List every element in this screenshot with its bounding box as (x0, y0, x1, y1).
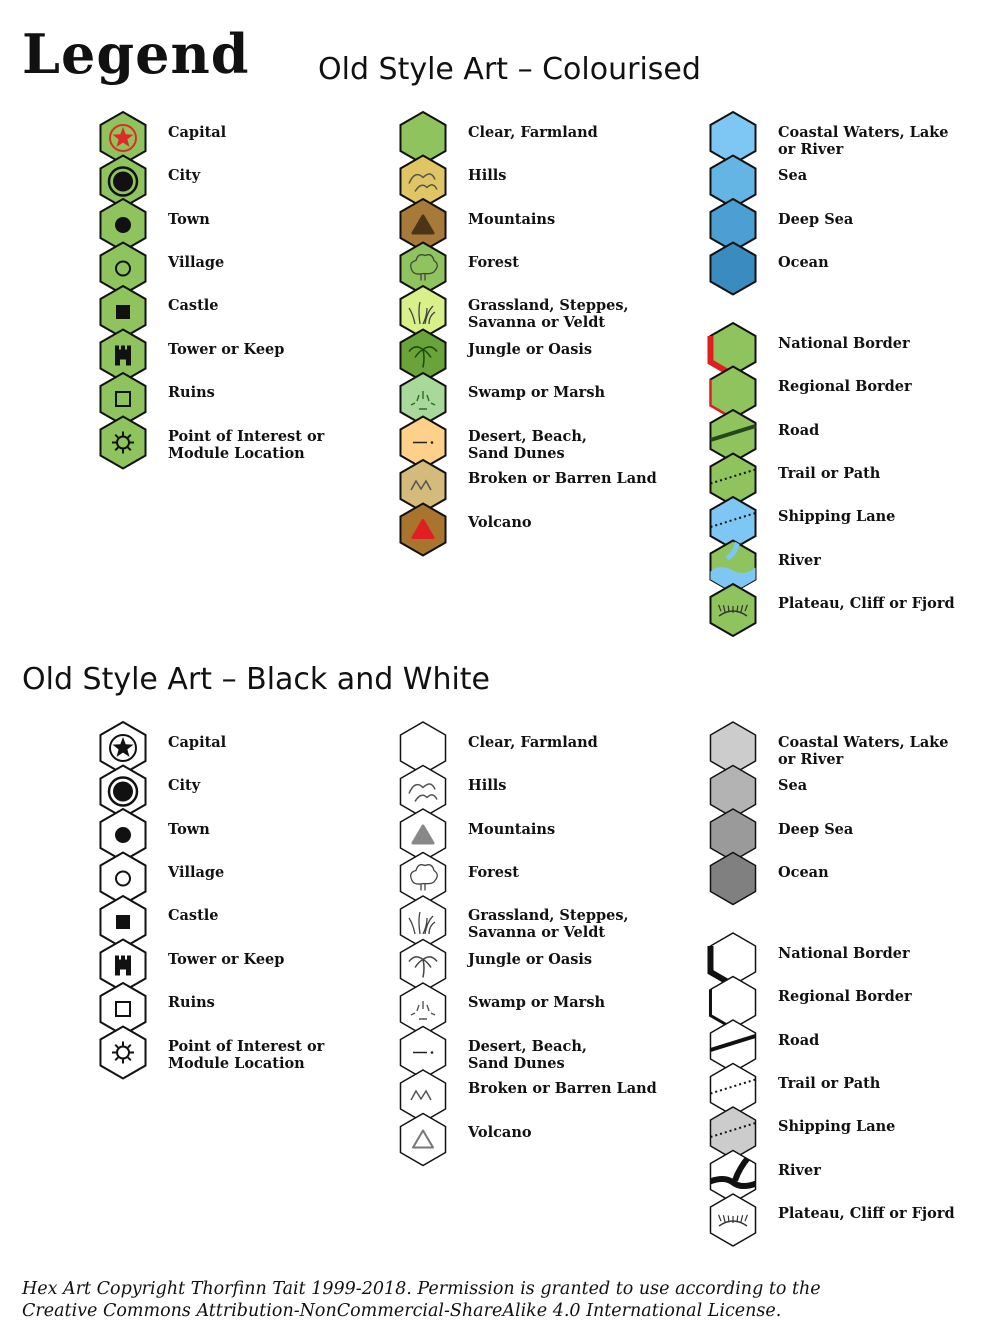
label-desert: Desert, Beach, Sand Dunes (468, 428, 587, 462)
bw-label-river: River (778, 1162, 821, 1179)
bw-label-volcano: Volcano (468, 1124, 532, 1141)
label-national-border: National Border (778, 335, 910, 352)
label-capital: Capital (168, 124, 227, 141)
bw-label-plateau: Plateau, Cliff or Fjord (778, 1205, 955, 1222)
bw-hex-water-3 (710, 853, 755, 905)
bw-label-sea: Sea (778, 777, 808, 794)
hex-poi (100, 417, 145, 469)
label-jungle: Jungle or Oasis (468, 341, 593, 358)
bw-label-desert: Desert, Beach, Sand Dunes (468, 1038, 587, 1072)
bw-label-deep-sea: Deep Sea (778, 821, 854, 838)
bw-label-village: Village (168, 864, 225, 881)
label-regional-border: Regional Border (778, 378, 912, 395)
bw-label-grassland: Grassland, Steppes, Savanna or Veldt (468, 907, 629, 941)
label-castle: Castle (168, 297, 219, 314)
footer-line-1: Hex Art Copyright Thorfinn Tait 1999-2018. Permission is granted to use according to the (22, 1279, 821, 1299)
label-swamp: Swamp or Marsh (468, 384, 606, 401)
label-coastal: Coastal Waters, Lake or River (778, 124, 949, 158)
bw-label-road: Road (778, 1032, 820, 1049)
bw-label-castle: Castle (168, 907, 219, 924)
label-volcano: Volcano (468, 514, 532, 531)
bw-label-hills: Hills (468, 777, 507, 794)
label-village: Village (168, 254, 225, 271)
bw-label-ruins: Ruins (168, 994, 215, 1011)
bw-label-town: Town (168, 821, 210, 838)
bw-label-regional-border: Regional Border (778, 988, 912, 1005)
hex-volcano (400, 504, 445, 556)
bw-hex-poi (100, 1027, 145, 1079)
label-sea: Sea (778, 167, 808, 184)
label-poi: Point of Interest or Module Location (168, 428, 325, 462)
label-deep-sea: Deep Sea (778, 211, 854, 228)
bw-label-national-border: National Border (778, 945, 910, 962)
copyright-footer (22, 1278, 821, 1322)
bw-label-poi: Point of Interest or Module Location (168, 1038, 325, 1072)
bw-label-clear: Clear, Farmland (468, 734, 598, 751)
bw-label-broken: Broken or Barren Land (468, 1080, 657, 1097)
label-grassland: Grassland, Steppes, Savanna or Veldt (468, 297, 629, 331)
label-plateau: Plateau, Cliff or Fjord (778, 595, 955, 612)
bw-label-mountains: Mountains (468, 821, 556, 838)
label-shipping-lane: Shipping Lane (778, 508, 896, 525)
bw-label-tower: Tower or Keep (168, 951, 285, 968)
label-ruins: Ruins (168, 384, 215, 401)
bw-label-forest: Forest (468, 864, 519, 881)
label-tower: Tower or Keep (168, 341, 285, 358)
label-broken: Broken or Barren Land (468, 470, 657, 487)
bw-label-swamp: Swamp or Marsh (468, 994, 606, 1011)
label-road: Road (778, 422, 820, 439)
bw-label-shipping-lane: Shipping Lane (778, 1118, 896, 1135)
colourised-section-title: Old Style Art – Colourised (318, 52, 701, 87)
label-forest: Forest (468, 254, 519, 271)
label-ocean: Ocean (778, 254, 829, 271)
bw-label-coastal: Coastal Waters, Lake or River (778, 734, 949, 768)
label-town: Town (168, 211, 210, 228)
bw-label-capital: Capital (168, 734, 227, 751)
hex-water-3 (710, 243, 755, 295)
bw-hex-plateau (710, 1194, 755, 1246)
label-trail: Trail or Path (778, 465, 881, 482)
label-mountains: Mountains (468, 211, 556, 228)
label-clear: Clear, Farmland (468, 124, 598, 141)
bw-label-city: City (168, 777, 201, 794)
bw-label-ocean: Ocean (778, 864, 829, 881)
footer-line-2: Creative Commons Attribution-NonCommercial-ShareAlike 4.0 International License. (22, 1301, 782, 1321)
bw-hex-volcano (400, 1114, 445, 1166)
label-hills: Hills (468, 167, 507, 184)
label-river: River (778, 552, 821, 569)
bw-label-trail: Trail or Path (778, 1075, 881, 1092)
black-white-section-title: Old Style Art – Black and White (22, 662, 491, 697)
page-title: Legend (22, 22, 250, 86)
bw-label-jungle: Jungle or Oasis (468, 951, 593, 968)
hex-plateau (710, 584, 755, 636)
label-city: City (168, 167, 201, 184)
